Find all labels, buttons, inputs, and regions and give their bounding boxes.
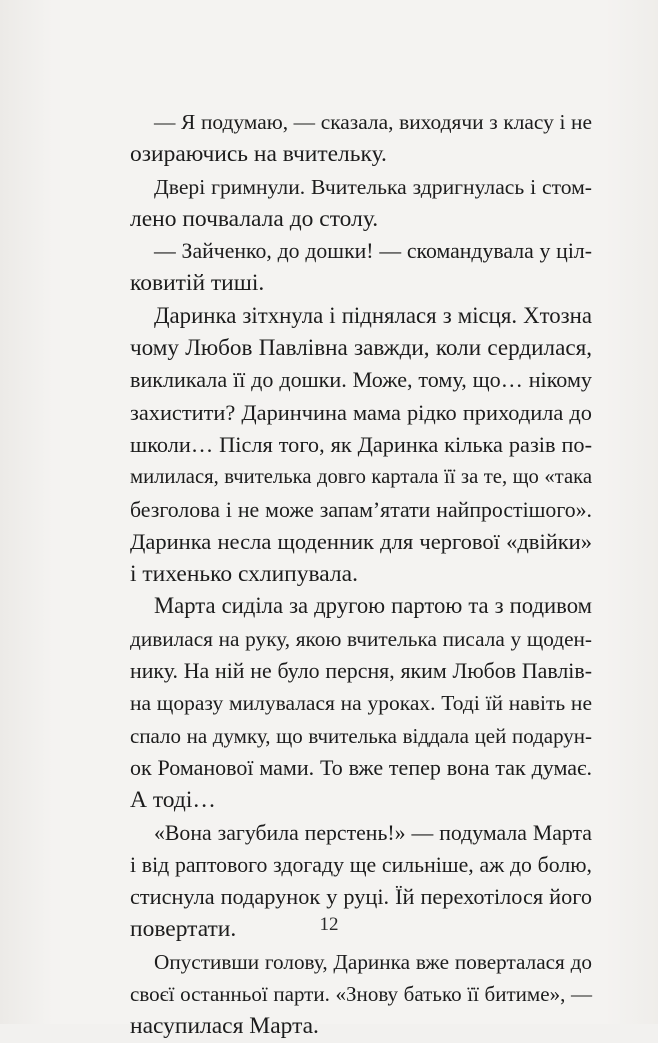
body-text	[130, 106, 592, 1043]
text-line: і від раптового здогаду ще сильніше, аж до болю,	[130, 852, 592, 877]
text-line: і тихенько схлипувала.	[130, 561, 358, 588]
text-line: школи… Після того, як Даринка кілька разів по-	[130, 431, 592, 457]
text-line: викликала її до дошки. Може, тому, що… нікому	[130, 367, 592, 393]
text-line: «Вона загубила перстень!» — подумала Марта	[154, 820, 592, 845]
text-line: стиснула подарунок у руці. Їй перехотілося його	[130, 884, 592, 910]
text-line: А тоді…	[130, 787, 216, 814]
text-line: нику. На ній не було персня, яким Любов Павлів-	[130, 659, 592, 684]
text-line: на щоразу милувалася на уроках. Тоді їй навіть не	[130, 691, 592, 716]
text-line: Даринка зітхнула і піднялася з місця. Хтозна	[154, 302, 592, 328]
text-line: захистити? Даринчина мама рідко приходила до	[130, 399, 592, 425]
text-line: озираючись на вчительку.	[130, 141, 387, 168]
text-line: насупилася Марта.	[130, 1013, 319, 1040]
text-line: чому Любов Павлівна завжди, коли сердилася,	[130, 335, 592, 362]
text-line: своєї останньої парти. «Знову батько її битиме», —	[130, 982, 592, 1007]
text-line: ковитій тиші.	[130, 270, 265, 297]
text-line: Двері гримнули. Вчителька здригнулась і стом-	[154, 174, 592, 199]
page-number: 12	[319, 914, 339, 935]
text-line: — Я подумаю, — сказала, виходячи з класу і не	[154, 110, 592, 134]
text-line: лено почвалала до столу.	[130, 205, 379, 232]
text-line: ок Романової мами. То вже тепер вона так думає.	[130, 754, 592, 780]
text-line: безголова і не може запам’ятати найпростішого».	[130, 497, 592, 522]
text-line: повертати.	[130, 916, 237, 943]
text-line: спало на думку, що вчителька віддала цей подарун-	[130, 723, 592, 748]
text-line: Даринка несла щоденник для чергової «двійки»	[130, 528, 592, 554]
text-line: дивилася на руку, якою вчителька писала у щоден-	[130, 626, 592, 651]
text-line: милилася, вчителька довго картала її за те, що «така	[130, 466, 592, 489]
text-line: — Зайченко, до дошки! — скомандувала у ціл-	[154, 239, 592, 264]
text-line: Опустивши голову, Даринка вже поверталася до	[154, 949, 592, 974]
text-line: Марта сиділа за другою партою та з подивом	[154, 593, 592, 619]
